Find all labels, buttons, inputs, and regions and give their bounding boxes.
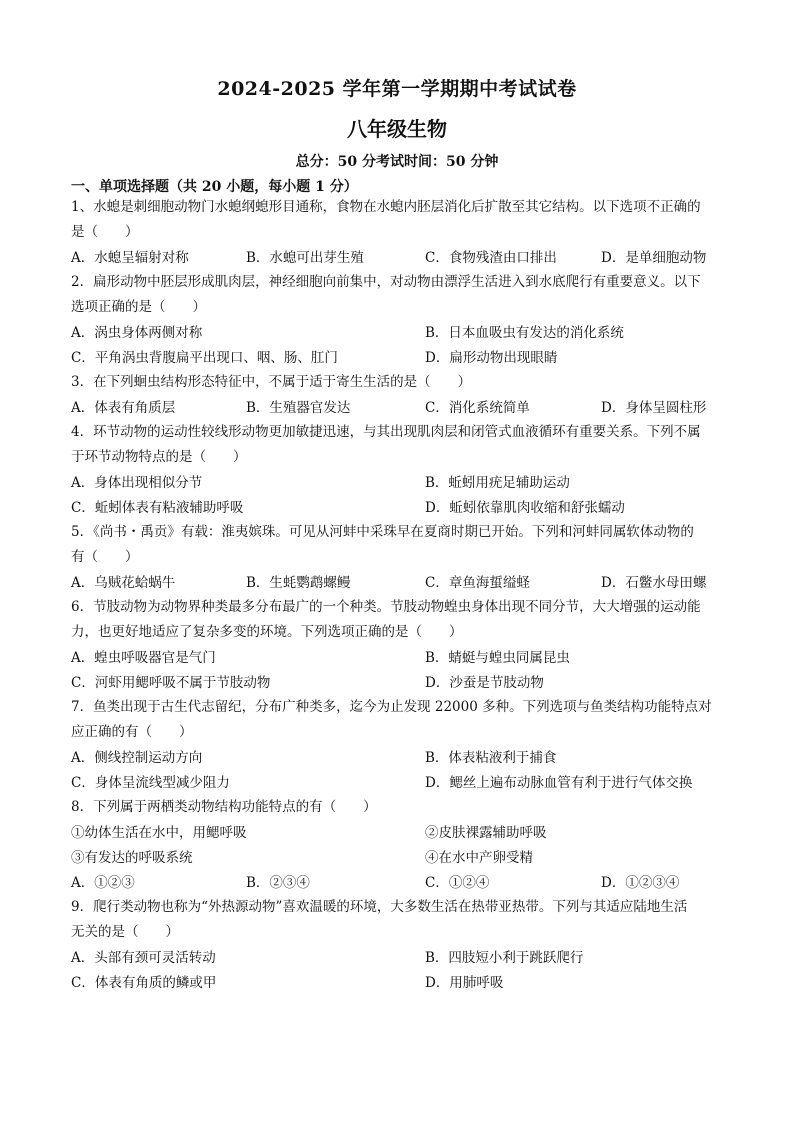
stem-line: 力，也更好地适应了复杂多变的环境。下列选项正确的是（ ） [71,624,463,640]
option-b: B．四肢短小利于跳跃爬行 [425,950,584,966]
stem-line: 选项正确的是（ ） [71,299,206,315]
option-b: B．蚯蚓用疣足辅助运动 [425,475,570,491]
option-b: B．生殖器官发达 [246,400,351,416]
question-5-options [71,571,731,595]
option-c: C．蚯蚓体表有粘液辅助呼吸 [71,500,244,516]
option-b: B．体表粘液利于捕食 [425,750,557,766]
option-b: B．水螅可出芽生殖 [246,250,364,266]
question-7-options-row1 [71,746,731,770]
question-8-statements-row2 [71,846,731,870]
option-c: C．章鱼海蜇缢蛏 [425,575,530,591]
option-b: B．蜻蜓与蝗虫同属昆虫 [425,650,570,666]
stem-line: 应正确的有（ ） [71,724,193,740]
question-2-options-row1 [71,321,731,345]
option-b: B．生蚝鹦鹉螺鳗 [246,575,351,591]
question-3-options [71,396,731,420]
option-d: D．扁形动物出现眼睛 [425,350,558,366]
option-a: A．侧线控制运动方向 [71,750,203,766]
stem-line: 4．环节动物的运动性较线形动物更加敏捷迅速，与其出现肌肉层和闭管式血液循环有重要关系。下列不属 [71,424,701,440]
option-d: D．①②③④ [601,875,680,891]
option-d: D．沙蚕是节肢动物 [425,675,544,691]
statement-1: ①幼体生活在水中，用鳃呼吸 [71,825,247,841]
question-6-options-row1 [71,646,731,670]
option-a: A．蝗虫呼吸器官是气门 [71,650,216,666]
stem-line: 3．在下列蛔虫结构形态特征中，不属于适于寄生生活的是（ ） [71,374,472,390]
option-d: D．蚯蚓依靠肌肉收缩和舒张蠕动 [425,500,625,516]
option-a: A．乌贼花蛤蜗牛 [71,575,176,591]
question-9-options-row1 [71,946,731,970]
option-a: A．水螅呈辐射对称 [71,250,189,266]
question-1-options [71,246,731,270]
stem-line: 8．下列属于两栖类动物结构功能特点的有（ ） [71,799,377,815]
question-6-options-row2 [71,671,731,695]
exam-title: 2024-2025 学年第一学期期中考试试卷 [217,78,577,100]
stem-line: 5．《尚书・禹贡》有载：淮夷嫔珠。可见从河蚌中采珠早在夏商时期已开始。下列和河蚌同属软体动物的 [71,524,694,540]
stem-line: 6．节肢动物为动物界种类最多分布最广的一个种类。节肢动物蝗虫身体出现不同分节，大大增强的运动能 [71,599,701,615]
question-4-options-row2 [71,496,731,520]
question-9-options-row2 [71,971,731,995]
option-b: B．②③④ [246,875,310,891]
option-a: A．①②③ [71,875,135,891]
question-7-options-row2 [71,771,731,795]
question-2-stem [71,270,726,320]
statement-3: ③有发达的呼吸系统 [71,850,193,866]
statement-4: ④在水中产卵受精 [425,850,533,866]
question-2-options-row2 [71,346,731,370]
question-7-stem [71,695,726,745]
option-c: C．身体呈流线型减少阻力 [71,775,230,791]
statement-2: ②皮肤裸露辅助呼吸 [425,825,547,841]
option-d: D．是单细胞动物 [601,250,707,266]
option-c: C．平角涡虫背腹扁平出现口、咽、肠、肛门 [71,350,338,366]
option-d: D．鳃丝上遍布动脉血管有利于进行气体交换 [425,775,693,791]
option-a: A．涡虫身体两侧对称 [71,325,203,341]
option-c: C．食物残渣由口排出 [425,250,557,266]
option-d: D．用肺呼吸 [425,975,504,991]
question-1-stem [71,195,726,245]
question-6-stem [71,595,726,645]
stem-line: 2．扁形动物中胚层形成肌肉层，神经细胞向前集中，对动物由漂浮生活进入到水底爬行有重要意义。以下 [71,274,701,290]
option-c: C．消化系统简单 [425,400,530,416]
stem-line: 1、水螅是刺细胞动物门水螅纲螅形目通称，食物在水螅内胚层消化后扩散至其它结构。以下选项不正确的 [71,199,701,215]
question-5-stem [71,520,726,570]
stem-line: 7．鱼类出现于古生代志留纪，分布广种类多，迄今为止发现 22000 多种。下列选项与鱼类结构功能特点对 [71,699,712,715]
option-c: C．河虾用鳃呼吸不属于节肢动物 [71,675,271,691]
question-8-statements-row1 [71,821,731,845]
question-4-stem [71,420,726,470]
option-a: A．身体出现相似分节 [71,475,203,491]
option-a: A．体表有角质层 [71,400,176,416]
stem-line: 有（ ） [71,549,139,565]
stem-line: 无关的是（ ） [71,924,179,940]
exam-info: 总分：50 分考试时间：50 分钟 [295,154,499,170]
option-d: D．石鳖水母田螺 [601,575,707,591]
question-4-options-row1 [71,471,731,495]
option-c: C．体表有角质的鳞或甲 [71,975,217,991]
question-9-stem [71,895,726,945]
stem-line: 于环节动物特点的是（ ） [71,449,247,465]
question-8-stem [71,795,726,820]
option-c: C．①②④ [425,875,490,891]
option-d: D．身体呈圆柱形 [601,400,707,416]
option-a: A．头部有颈可灵活转动 [71,950,216,966]
subject-title: 八年级生物 [347,117,447,141]
question-8-options [71,871,731,895]
question-3-stem [71,370,726,395]
stem-line: 9．爬行类动物也称为“外热源动物”喜欢温暖的环境，大多数生活在热带亚热带。下列与其适应陆地生活 [71,899,688,915]
option-b: B．日本血吸虫有发达的消化系统 [425,325,624,341]
section-heading: 一、单项选择题（共 20 小题，每小题 1 分） [71,179,358,195]
stem-line: 是（ ） [71,224,139,240]
